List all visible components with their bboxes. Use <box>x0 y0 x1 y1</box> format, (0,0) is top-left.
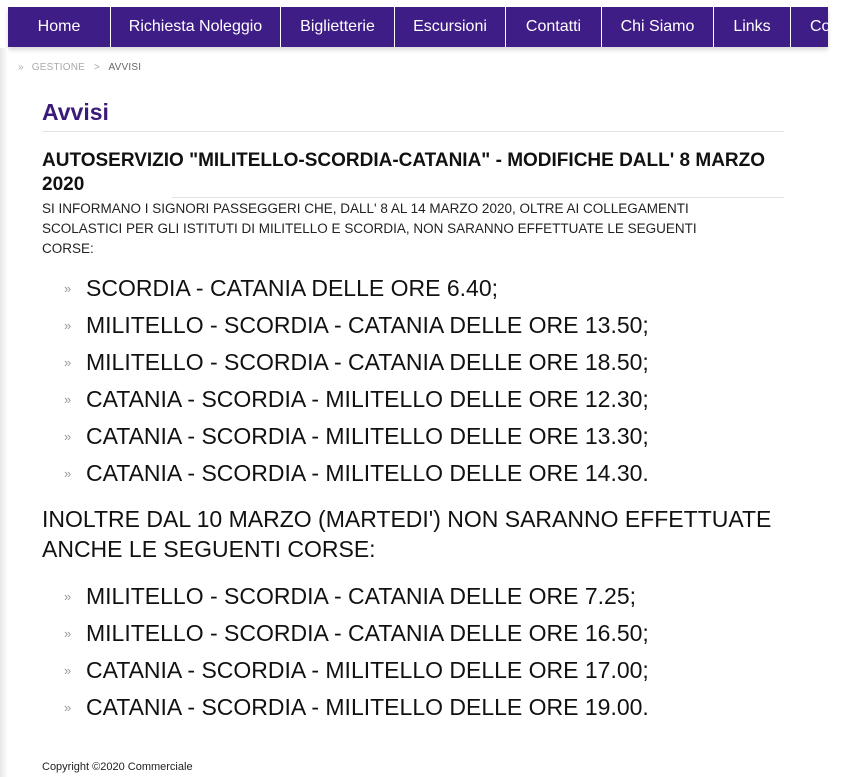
breadcrumb-parent[interactable]: GESTIONE <box>31 62 86 73</box>
list-item <box>42 615 649 652</box>
copyright-text: Copyright ©2020 Commerciale <box>42 761 193 773</box>
double-chevron-right-icon: » <box>64 429 72 444</box>
route-text: MILITELLO - SCORDIA - CATANIA DELLE ORE 18.50; <box>86 349 649 375</box>
list-item <box>42 578 649 615</box>
list-item <box>42 455 649 492</box>
route-text: CATANIA - SCORDIA - MILITELLO DELLE ORE 14.30. <box>86 460 649 486</box>
article-intro: SI INFORMANO I SIGNORI PASSEGGERI CHE, DALL' 8 AL 14 MARZO 2020, OLTRE AI COLLEGAMENTI SCOLASTICI PER GLI ISTITUTI DI MILITELLO E SCORDIA, NON SARANNO EFFETTUATE LE SEGUENTI CORSE: <box>42 201 697 256</box>
additional-notice: INOLTRE DAL 10 MARZO (MARTEDI') NON SARANNO EFFETTUATE ANCHE LE SEGUENTI CORSE: <box>42 506 772 562</box>
article-title: AUTOSERVIZIO "MILITELLO-SCORDIA-CATANIA" - MODIFICHE DALL' 8 MARZO 2020 <box>42 150 766 195</box>
page-title: Avvisi <box>42 99 109 125</box>
nav-item-biglietterie[interactable]: Biglietterie <box>281 7 395 47</box>
left-page-shadow <box>0 48 8 777</box>
breadcrumb-current: AVVISI <box>108 62 142 73</box>
double-chevron-right-icon: » <box>64 466 72 481</box>
cancelled-routes-list-2 <box>42 578 649 726</box>
list-item <box>42 344 649 381</box>
list-item <box>42 689 649 726</box>
breadcrumb <box>18 62 141 73</box>
article-title-divider <box>172 197 784 198</box>
nav-item-escursioni[interactable]: Escursioni <box>395 7 506 47</box>
nav-item-truncated[interactable]: Co <box>810 18 831 35</box>
route-text: SCORDIA - CATANIA DELLE ORE 6.40; <box>86 275 499 301</box>
double-chevron-right-icon: » <box>64 663 72 678</box>
route-text: MILITELLO - SCORDIA - CATANIA DELLE ORE 13.50; <box>86 312 649 338</box>
title-divider <box>42 131 784 132</box>
nav-item-home[interactable]: Home <box>8 7 111 47</box>
list-item <box>42 381 649 418</box>
breadcrumb-separator: > <box>94 62 101 73</box>
list-item <box>42 652 649 689</box>
list-item <box>42 270 649 307</box>
nav-item-links[interactable]: Links <box>714 7 791 47</box>
nav-item-chi-siamo[interactable]: Chi Siamo <box>602 7 714 47</box>
list-item <box>42 307 649 344</box>
double-chevron-right-icon: » <box>64 355 72 370</box>
route-text: CATANIA - SCORDIA - MILITELLO DELLE ORE 19.00. <box>86 694 649 720</box>
main-navbar <box>8 7 831 47</box>
double-chevron-right-icon: » <box>18 62 24 73</box>
route-text: MILITELLO - SCORDIA - CATANIA DELLE ORE 7.25; <box>86 583 637 609</box>
route-text: MILITELLO - SCORDIA - CATANIA DELLE ORE 16.50; <box>86 620 649 646</box>
double-chevron-right-icon: » <box>64 589 72 604</box>
cancelled-routes-list-1 <box>42 270 649 492</box>
nav-item-richiesta-noleggio[interactable]: Richiesta Noleggio <box>111 7 281 47</box>
route-text: CATANIA - SCORDIA - MILITELLO DELLE ORE 12.30; <box>86 386 649 412</box>
double-chevron-right-icon: » <box>64 318 72 333</box>
double-chevron-right-icon: » <box>64 700 72 715</box>
double-chevron-right-icon: » <box>64 392 72 407</box>
double-chevron-right-icon: » <box>64 626 72 641</box>
route-text: CATANIA - SCORDIA - MILITELLO DELLE ORE 13.30; <box>86 423 649 449</box>
double-chevron-right-icon: » <box>64 281 72 296</box>
list-item <box>42 418 649 455</box>
route-text: CATANIA - SCORDIA - MILITELLO DELLE ORE 17.00; <box>86 657 649 683</box>
nav-item-contatti[interactable]: Contatti <box>506 7 602 47</box>
